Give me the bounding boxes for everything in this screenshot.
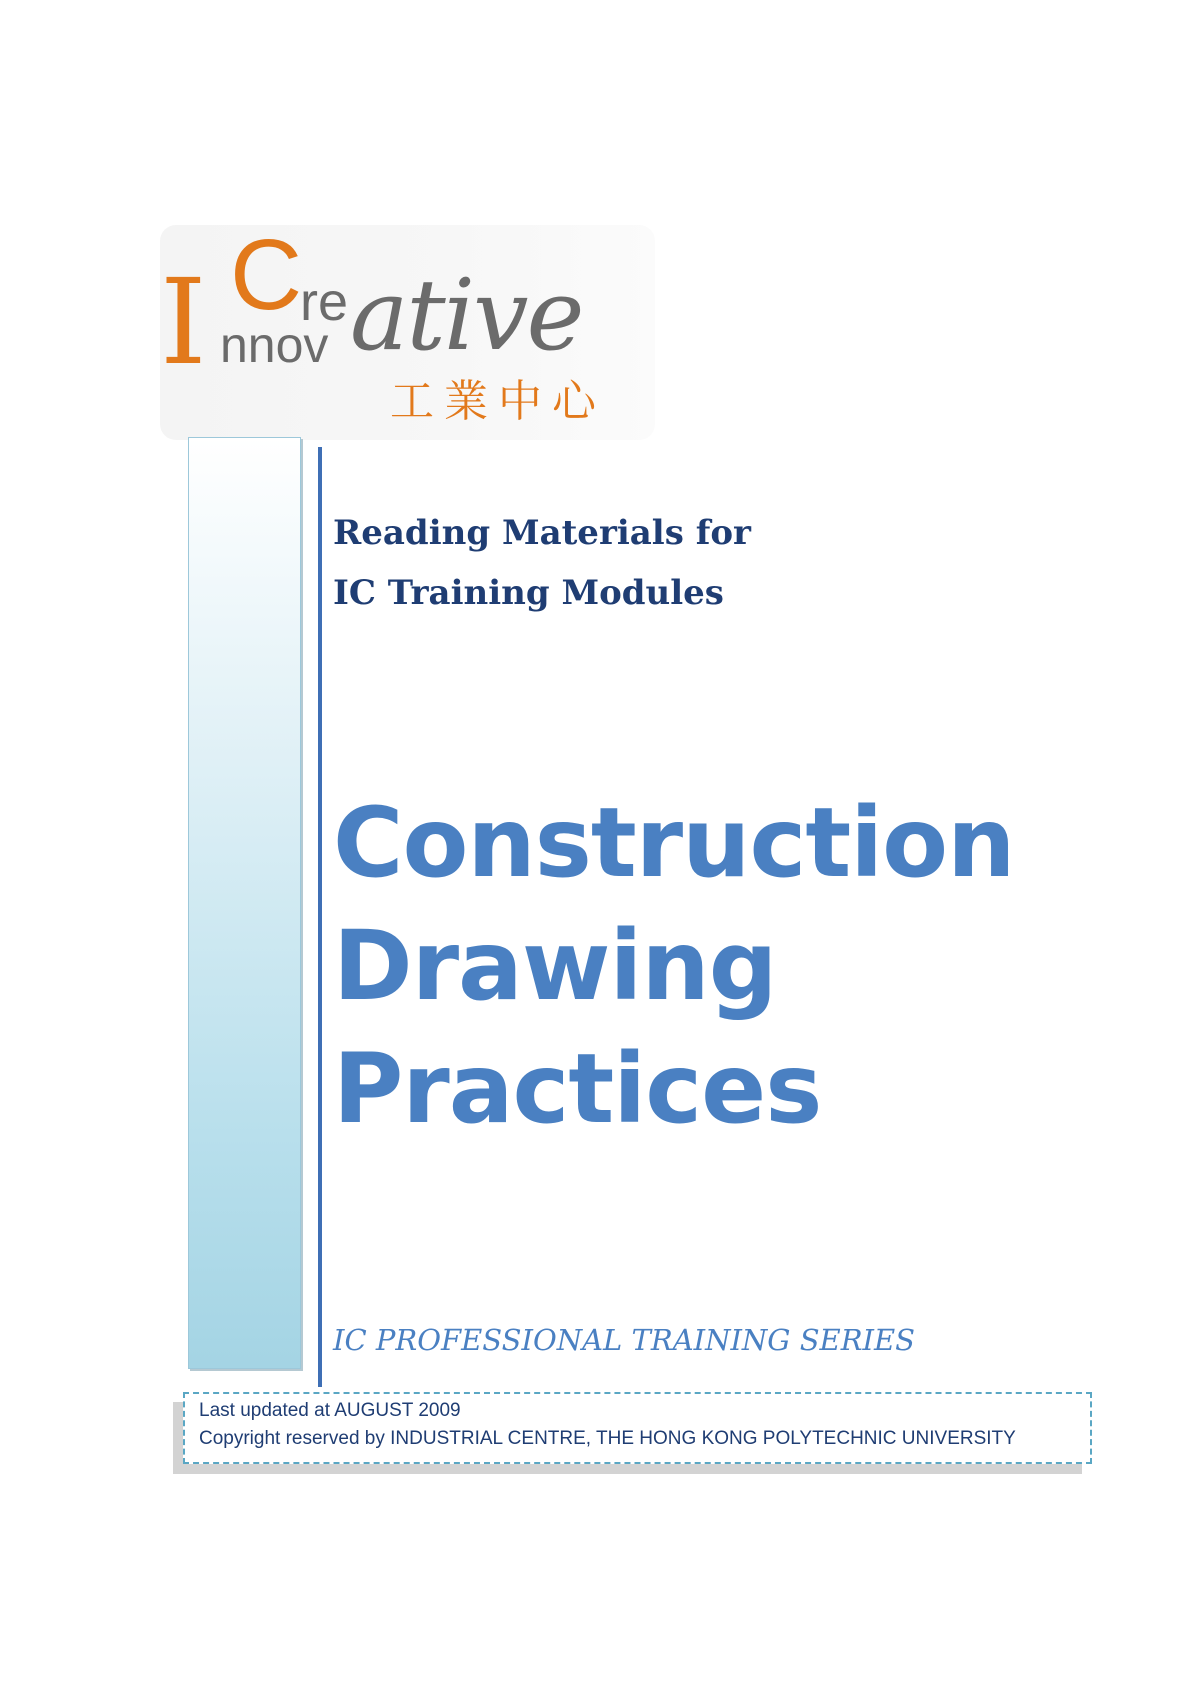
vertical-divider	[318, 447, 322, 1387]
subtitle-line-1: Reading Materials for	[333, 513, 751, 553]
last-updated-text: Last updated at AUGUST 2009	[199, 1400, 461, 1421]
title-line-1: Construction	[333, 787, 1015, 899]
decorative-gradient-bar	[188, 437, 301, 1369]
logo-letter-i: I	[160, 253, 207, 391]
series-name: IC PROFESSIONAL TRAINING SERIES	[333, 1323, 916, 1357]
logo-wordmark	[160, 219, 655, 440]
subtitle-line-2: IC Training Modules	[333, 573, 724, 613]
copyright-text: Copyright reserved by INDUSTRIAL CENTRE, THE HONG KONG POLYTECHNIC UNIVERSITY	[199, 1428, 1016, 1449]
logo	[160, 219, 655, 440]
title-line-2: Drawing	[333, 910, 777, 1022]
logo-letter-c: C	[230, 219, 303, 331]
logo-chinese-text: 工業中心	[390, 376, 606, 427]
footer-info-box	[183, 1392, 1092, 1464]
logo-nnov: nnov	[220, 317, 329, 373]
title-line-3: Practices	[333, 1033, 822, 1145]
logo-ative: ative	[350, 259, 583, 373]
logo-re: re	[300, 272, 349, 332]
subtitle	[333, 503, 751, 623]
document-title	[333, 782, 1014, 1151]
